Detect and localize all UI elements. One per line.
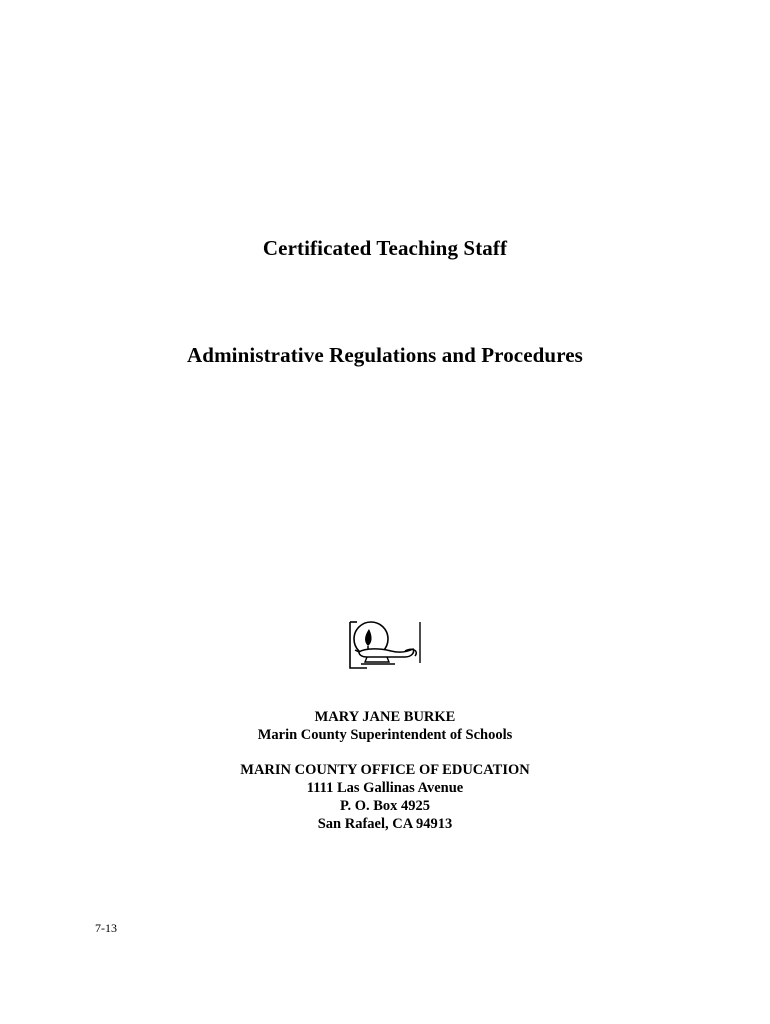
- superintendent-block: [0, 708, 770, 744]
- document-subtitle: Administrative Regulations and Procedures: [187, 343, 583, 367]
- office-po-box: P. O. Box 4925: [339, 798, 431, 814]
- document-title: Certificated Teaching Staff: [262, 236, 508, 260]
- page-number: 7-13: [95, 921, 117, 935]
- office-name: MARIN COUNTY OFFICE OF EDUCATION: [240, 762, 530, 778]
- office-city-state-zip: San Rafael, CA 94913: [317, 816, 453, 832]
- lamp-of-learning-icon: [347, 619, 423, 671]
- office-street: 1111 Las Gallinas Avenue: [306, 780, 464, 796]
- superintendent-position: Marin County Superintendent of Schools: [257, 727, 513, 743]
- office-address-block: [0, 761, 770, 833]
- superintendent-name: MARY JANE BURKE: [314, 709, 456, 725]
